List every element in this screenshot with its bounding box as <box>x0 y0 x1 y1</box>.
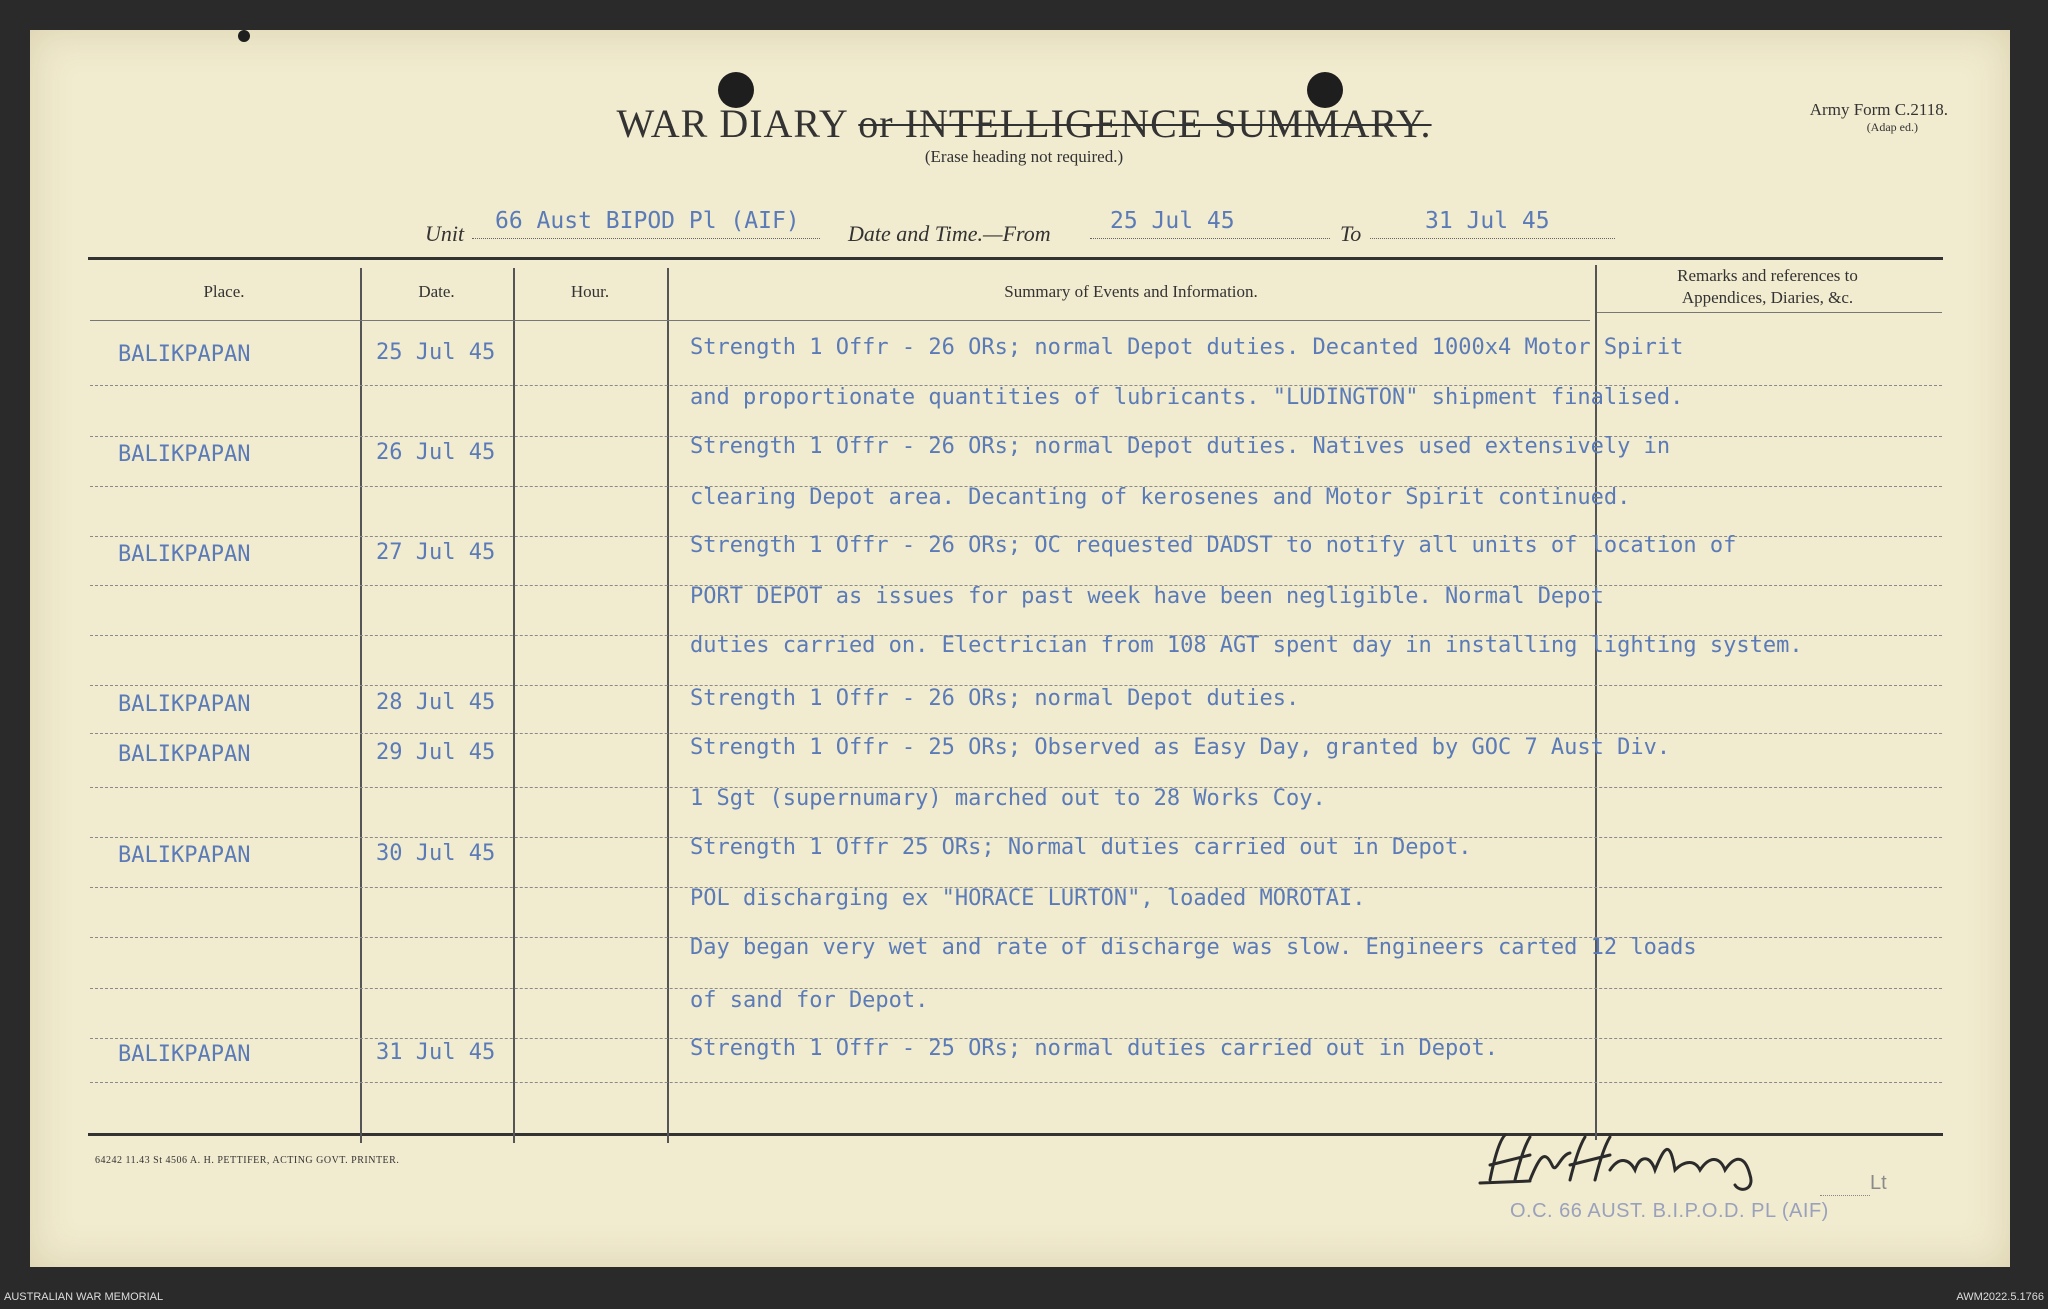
place-cell: BALIKPAPAN <box>118 843 251 868</box>
place-cell: BALIKPAPAN <box>118 342 251 367</box>
column-divider-hour <box>667 268 669 1143</box>
remarks-line-2: Appendices, Diaries, &c. <box>1681 288 1854 307</box>
summary-line: Strength 1 Offr 25 ORs; Normal duties carried out in Depot. <box>690 835 1472 860</box>
unit-value: 66 Aust BIPOD Pl (AIF) <box>495 208 800 234</box>
rank-label: Lt <box>1870 1172 1887 1194</box>
date-cell: 26 Jul 45 <box>376 440 496 465</box>
column-divider-place <box>360 268 362 1143</box>
to-value: 31 Jul 45 <box>1425 208 1550 234</box>
row-rule <box>90 1082 1942 1083</box>
army-form-label: Army Form C.2118. <box>1809 100 1948 119</box>
place-cell: BALIKPAPAN <box>118 1042 251 1067</box>
summary-line: Strength 1 Offr - 26 ORs; normal Depot duties. Decanted 1000x4 Motor Spirit <box>690 335 1684 360</box>
form-title <box>0 100 2048 147</box>
adapted-note: (Adap ed.) <box>1866 120 1918 134</box>
summary-line: Day began very wet and rate of discharge was slow. Engineers carted 12 loads <box>690 935 1697 960</box>
unit-label: Unit <box>425 221 465 246</box>
summary-line: PORT DEPOT as issues for past week have been negligible. Normal Depot <box>690 584 1604 609</box>
place-cell: BALIKPAPAN <box>118 692 251 717</box>
header-remarks <box>1595 265 1940 309</box>
place-cell: BALIKPAPAN <box>118 542 251 567</box>
header-underline-right <box>1597 312 1942 313</box>
summary-line: of sand for Depot. <box>690 988 929 1013</box>
summary-line: 1 Sgt (supernumary) marched out to 28 Works Coy. <box>690 786 1326 811</box>
printer-imprint: 64242 11.43 St 4506 A. H. PETTIFER, ACTING GOVT. PRINTER. <box>95 1155 400 1166</box>
date-cell: 31 Jul 45 <box>376 1040 496 1065</box>
header-summary: Summary of Events and Information. <box>1004 282 1258 301</box>
signature-line <box>1820 1195 1870 1196</box>
summary-line: Strength 1 Offr - 25 ORs; normal duties carried out in Depot. <box>690 1036 1498 1061</box>
credit-left: AUSTRALIAN WAR MEMORIAL <box>4 1291 164 1303</box>
summary-line: duties carried on. Electrician from 108 AGT spent day in installing lighting system. <box>690 633 1803 658</box>
to-label: To <box>1340 221 1362 246</box>
header-place: Place. <box>203 282 245 301</box>
erase-note: (Erase heading not required.) <box>924 147 1124 166</box>
from-underline <box>1090 238 1330 239</box>
summary-line: and proportionate quantities of lubricants. "LUDINGTON" shipment finalised. <box>690 385 1684 410</box>
from-value: 25 Jul 45 <box>1110 208 1235 234</box>
summary-line: Strength 1 Offr - 26 ORs; normal Depot duties. Natives used extensively in <box>690 434 1671 459</box>
summary-line: Strength 1 Offr - 25 ORs; Observed as Easy Day, granted by GOC 7 Aust Div. <box>690 735 1671 760</box>
summary-line: Strength 1 Offr - 26 ORs; normal Depot duties. <box>690 686 1300 711</box>
title-main: WAR DIARY <box>616 101 848 146</box>
punch-mark <box>238 30 250 42</box>
column-divider-date <box>513 268 515 1143</box>
officer-stamp: O.C. 66 AUST. B.I.P.O.D. PL (AIF) <box>1510 1200 1829 1222</box>
date-cell: 29 Jul 45 <box>376 740 496 765</box>
army-form-number <box>1810 100 1948 135</box>
date-time-label: Date and Time.—From <box>848 221 1051 246</box>
table-top-rule <box>88 257 1943 260</box>
date-cell: 27 Jul 45 <box>376 540 496 565</box>
summary-line: Strength 1 Offr - 26 ORs; OC requested DADST to notify all units of location of <box>690 533 1737 558</box>
place-cell: BALIKPAPAN <box>118 742 251 767</box>
header-date: Date. <box>418 282 455 301</box>
unit-underline <box>472 238 820 239</box>
remarks-line-1: Remarks and references to <box>1677 266 1858 285</box>
title-struck: or INTELLIGENCE SUMMARY. <box>858 101 1432 146</box>
date-cell: 30 Jul 45 <box>376 841 496 866</box>
signature <box>1470 1125 1830 1195</box>
place-cell: BALIKPAPAN <box>118 442 251 467</box>
date-cell: 28 Jul 45 <box>376 690 496 715</box>
row-rule <box>90 988 1942 989</box>
date-cell: 25 Jul 45 <box>376 340 496 365</box>
credit-right: AWM2022.5.1766 <box>1956 1291 2044 1303</box>
summary-line: clearing Depot area. Decanting of kerosenes and Motor Spirit continued. <box>690 485 1631 510</box>
summary-line: POL discharging ex "HORACE LURTON", loaded MOROTAI. <box>690 886 1366 911</box>
header-underline-left <box>90 320 1590 321</box>
header-hour: Hour. <box>570 282 610 301</box>
to-underline <box>1370 238 1615 239</box>
row-rule <box>90 733 1942 734</box>
